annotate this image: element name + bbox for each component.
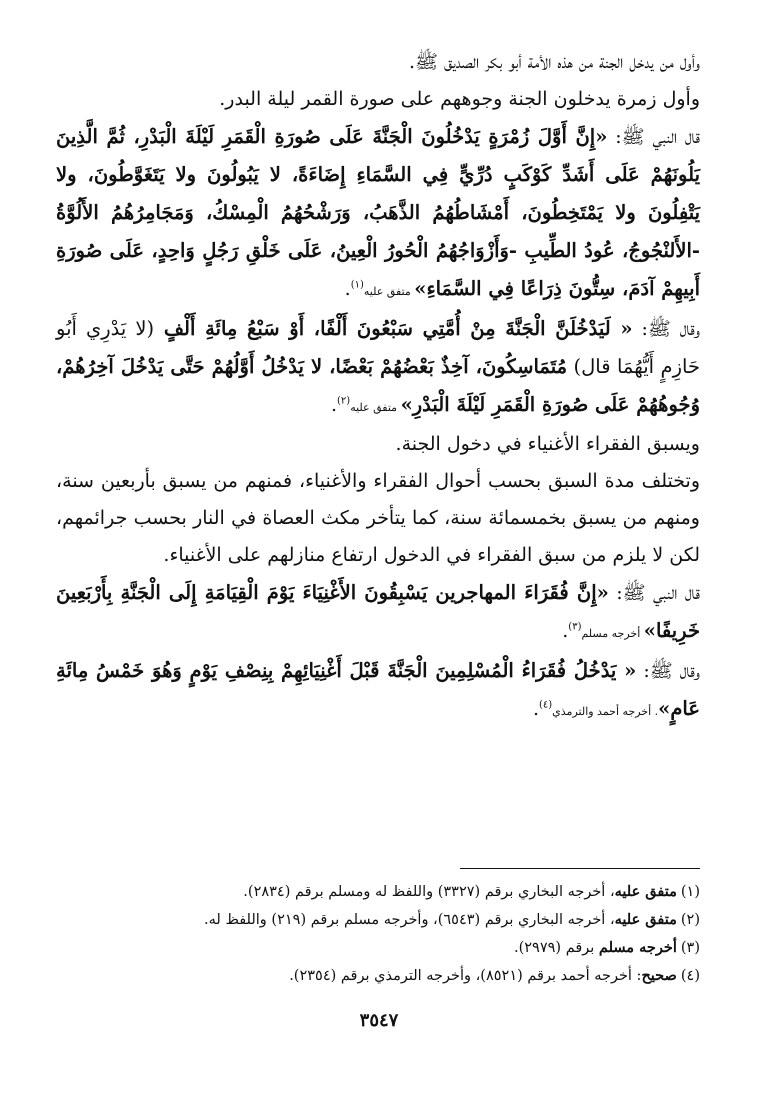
hadith-text: «إِنَّ أَوَّلَ زُمْرَةٍ يَدْخُلُونَ الْجَنَّةَ عَلَى صُورَةِ الْقَمَرِ لَيْلَةَ الْبَدْرِ، ثُمَّ الَّذِينَ يَلُونَهُمْ عَلَى أَشَدِّ كَوْكَبٍ دُرِّيٍّ فِي السَّمَاءِ إِضَاءَةً، لا يَبُولُونَ ولا يَتَغَوَّطُونَ، ولا يَتْفِلُونَ ولا يَمْتَخِطُونَ، أَمْشَاطُهُمُ الذَّهَبُ، وَرَشْحُهُمُ الْمِسْكُ، وَمَجَامِرُهُمُ الأَلُوَّةُ -الأَلنْجُوجُ، عُودُ الطِّيبِ -وَأَزْوَاجُهُمُ الْحُورُ الْعِينُ، عَلَى خَلْقِ رَجُلٍ وَاحِدٍ، عَلَى صُورَةِ أَبِيهِمْ آدَمَ، سِتُّونَ ذِرَاعًا فِي السَّمَاءِ» xyxy=(56,125,700,300)
footnote-number: (٣) xyxy=(680,940,700,956)
hadith-intro: قال النبي ﷺ: xyxy=(608,582,700,604)
footnote-ref: (٢) xyxy=(337,395,351,407)
hadith-3: قال النبي ﷺ: «إِنَّ فُقَرَاءَ المهاجرين يَسْبِقُونَ الأَغْنِيَاءَ يَوْمَ الْقِيَامَةِ إِلَى الْجَنَّةِ بِأَرْبَعِينَ خَرِيفًا» أخرجه مسلم$^{(٣)}$. xyxy=(56,581,700,642)
paragraph-first-entrant xyxy=(56,44,700,81)
paragraph-duration xyxy=(56,463,700,574)
footnote-text: ، أخرجه البخاري برقم (٣٣٢٧) واللفظ له ومسلم برقم (٢٨٣٤). xyxy=(243,884,615,900)
footnote-grade: أخرجه مسلم xyxy=(598,939,677,956)
footnote-ref: (٣) xyxy=(568,621,582,633)
hadith-source: . أخرجه أحمد والترمذي xyxy=(552,705,659,718)
footnote-item xyxy=(56,934,700,962)
footnote-number: (١) xyxy=(680,884,700,900)
paragraph-text: ويسبق الفقراء الأغنياء في دخول الجنة. xyxy=(395,433,700,455)
footnote-grade: متفق عليه xyxy=(614,911,677,928)
footnote-ref: (١) xyxy=(350,279,364,291)
hadith-aside: (لا يَدْرِي أَبُو حَازِمٍ أَيُّهُمَا قال) xyxy=(56,317,700,378)
footnotes xyxy=(56,878,700,990)
main-text xyxy=(56,44,700,730)
hadith-1: قال النبي ﷺ: «إِنَّ أَوَّلَ زُمْرَةٍ يَدْخُلُونَ الْجَنَّةَ عَلَى صُورَةِ الْقَمَرِ لَيْلَةَ الْبَدْرِ، ثُمَّ الَّذِينَ يَلُونَهُمْ عَلَى أَشَدِّ كَوْكَبٍ دُرِّيٍّ فِي السَّمَاءِ إِضَاءَةً، لا يَبُولُونَ ولا يَتَغَوَّطُونَ، ولا يَتْفِلُونَ ولا يَمْتَخِطُونَ، أَمْشَاطُهُمُ الذَّهَبُ، وَرَشْحُهُمُ الْمِسْكُ، وَمَجَامِرُهُمُ الأَلُوَّةُ -الأَلنْجُوجُ، عُودُ الطِّيبِ -وَأَزْوَاجُهُمُ الْحُورُ الْعِينُ، عَلَى خَلْقِ رَجُلٍ وَاحِدٍ، عَلَى صُورَةِ أَبِيهِمْ آدَمَ، سِتُّونَ ذِرَاعًا فِي السَّمَاءِ» متفق عليه$^{(١)}$. xyxy=(56,125,700,300)
footnote-text: : أخرجه أحمد برقم (٨٥٢١)، وأخرجه الترمذي برقم (٢٣٥٤). xyxy=(289,968,642,984)
hadith-text: «إِنَّ فُقَرَاءَ المهاجرين يَسْبِقُونَ الأَغْنِيَاءَ يَوْمَ الْقِيَامَةِ إِلَى الْجَنَّةِ بِأَرْبَعِينَ خَرِيفًا» xyxy=(56,581,700,642)
footnote-text: ، أخرجه البخاري برقم (٦٥٤٣)، وأخرجه مسلم برقم (٢١٩) واللفظ له. xyxy=(204,912,615,928)
hadith-source: أخرجه مسلم xyxy=(581,627,644,640)
paragraph-text: وأول من يدخل الجنة من هذه الأمة أبو بكر الصديق ﷺ. xyxy=(408,51,700,73)
footnote-grade: متفق عليه xyxy=(614,883,677,900)
footnote-grade: صحيح xyxy=(641,967,677,984)
hadith-4: وقال ﷺ: « يَدْخُلُ فُقَرَاءُ الْمُسْلِمِينَ الْجَنَّةَ قَبْلَ أَغْنِيَائِهِمْ بِنِصْفِ يَوْمٍ وَهُوَ خَمْسُ مِائَةِ عَامٍ». أخرجه أحمد والترمذي$^{(٤)}$. xyxy=(56,659,700,720)
hadith-source: متفق عليه xyxy=(350,401,401,414)
paragraph-first-group xyxy=(56,81,700,118)
footnote-number: (٢) xyxy=(680,912,700,928)
footnote-item xyxy=(56,906,700,934)
hadith-text: « يَدْخُلُ فُقَرَاءُ الْمُسْلِمِينَ الْجَنَّةَ قَبْلَ أَغْنِيَائِهِمْ بِنِصْفِ يَوْمٍ وَهُوَ خَمْسُ مِائَةِ عَامٍ» xyxy=(56,659,700,720)
paragraph-poor-precede xyxy=(56,426,700,463)
footnote-ref: (٤) xyxy=(538,699,553,711)
hadith-text: مُتَمَاسِكُونَ، آخِذٌ بَعْضُهُمْ بَعْضًا، لا يَدْخُلُ أَوَّلُهُمْ حَتَّى يَدْخُلَ آخِرُهُمْ، وُجُوهُهُمْ عَلَى صُورَةِ الْقَمَرِ لَيْلَةَ الْبَدْرِ» xyxy=(56,355,700,416)
footnote-text: برقم (٢٩٧٩). xyxy=(513,940,599,956)
paragraph-text: وتختلف مدة السبق بحسب أحوال الفقراء والأغنياء، فمنهم من يسبق بأربعين سنة، ومنهم من يسبق بخمسمائة سنة، كما يتأخر مكث العصاة في النار بحسب جرائمهم، لكن لا يلزم من سبق الفقراء في الدخول ارتفاع منازلهم على الأغنياء. xyxy=(56,470,700,566)
footnote-item xyxy=(56,878,700,906)
hadith-intro: وقال ﷺ: xyxy=(632,318,701,340)
page-number: ٣٥٤٧ xyxy=(359,1010,399,1031)
hadith-intro: وقال ﷺ: xyxy=(636,660,700,682)
hadith-source: متفق عليه xyxy=(363,285,415,298)
footnote-item xyxy=(56,962,700,990)
hadith-2: وقال ﷺ: « لَيَدْخُلَنَّ الْجَنَّةَ مِنْ أُمَّتِي سَبْعُونَ أَلْفًا، أَوْ سَبْعُ مِائَةِ أَلْفٍ (لا يَدْرِي أَبُو حَازِمٍ أَيُّهُمَا قال) مُتَمَاسِكُونَ، آخِذٌ بَعْضُهُمْ بَعْضًا، لا يَدْخُلُ أَوَّلُهُمْ حَتَّى يَدْخُلَ آخِرُهُمْ، وُجُوهُهُمْ عَلَى صُورَةِ الْقَمَرِ لَيْلَةَ الْبَدْرِ» متفق عليه$^{(٢)}$. xyxy=(56,317,701,416)
footnote-number: (٤) xyxy=(680,968,700,984)
paragraph-text: وأول زمرة يدخلون الجنة وجوههم على صورة القمر ليلة البدر. xyxy=(219,88,700,110)
hadith-text: « لَيَدْخُلَنَّ الْجَنَّةَ مِنْ أُمَّتِي سَبْعُونَ أَلْفًا، أَوْ سَبْعُ مِائَةِ أَلْفٍ xyxy=(154,317,633,340)
hadith-intro: قال النبي ﷺ: xyxy=(607,126,700,148)
footnote-divider xyxy=(460,868,700,869)
